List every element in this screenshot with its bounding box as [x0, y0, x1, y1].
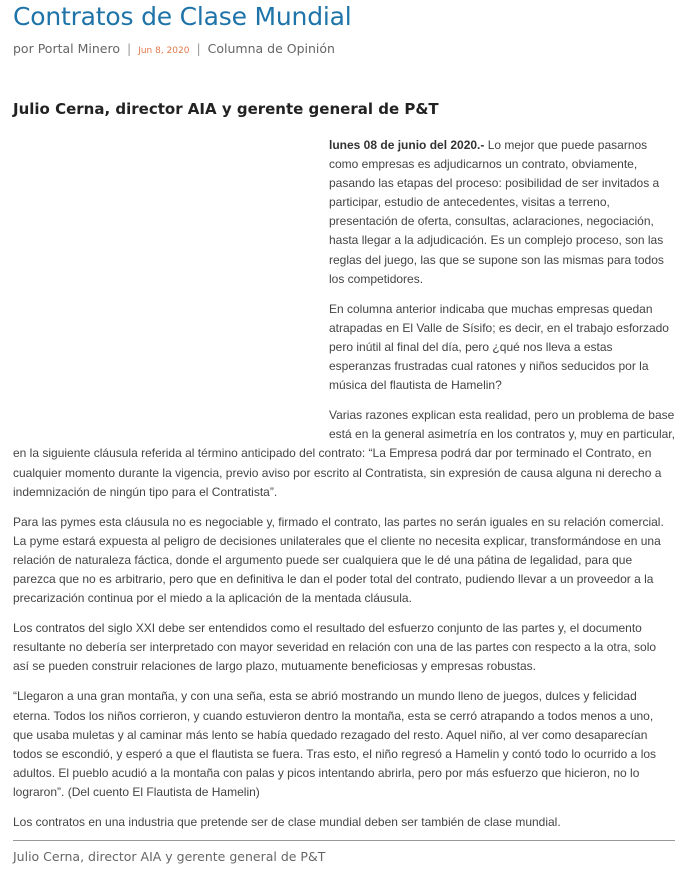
- article-image-placeholder: [13, 136, 319, 426]
- category-link[interactable]: Columna de Opinión: [207, 41, 335, 56]
- author-signature: Julio Cerna, director AIA y gerente general de P&T: [13, 849, 326, 864]
- post-subtitle: Julio Cerna, director AIA y gerente general de P&T: [13, 100, 439, 118]
- article-body: [13, 136, 675, 843]
- article-paragraph: Los contratos en una industria que pretende ser de clase mundial deben ser también de clase mundial.: [13, 815, 561, 829]
- post-meta: [13, 41, 335, 56]
- post-date: Jun 8, 2020: [138, 46, 190, 56]
- article-quote: “Llegaron a una gran montaña, y con una seña, esta se abrió mostrando un mundo lleno de juegos, dulces y felicidad eterna. Todos los niños corrieron, y cuando estuvieron dentro la montaña, esta se cerró atrapando a todos menos a uno, que usaba muletas y al caminar más lento se había quedado rezagado del resto. Aquel niño, al ver como desaparecían todos se escondió, y esperó a que el flautista se fuera. Tras esto, el niño regresó a Hamelin y contó todo lo ocurrido a los adultos. El pueblo acudió a la montaña con palas y picos intentando abrirla, pero por más esfuerzo que hicieron, no lo lograron”. (Del cuento El Flautista de Hamelin): [13, 689, 657, 799]
- meta-prefix: por: [13, 41, 34, 56]
- article-lead-text: Lo mejor que puede pasarnos como empresas es adjudicarnos un contrato, obviamente, pasando las etapas del proceso: posibilidad de ser invitados a participar, estudio de antecedentes, visitas a terreno, presentación de oferta, consultas, aclaraciones, negociación, hasta llegar a la adjudicación. Es un complejo proceso, son las reglas del juego, las que se supone son las mismas para todos los competidores.: [329, 138, 664, 286]
- meta-separator: |: [126, 41, 132, 56]
- divider: [13, 840, 675, 841]
- article-paragraph: Varias razones explican esta realidad, pero un problema de base está en la general asimetría en los contratos y, muy en particular, en la siguiente cláusula referida al término anticipado del contrato: “La Empresa podrá dar por terminado el Contrato, en cualquier momento durante la vigencia, previo aviso por escrito al Contratista, sin expresión de causa alguna ni derecho a indemnización de ningún tipo para el Contratista”.: [13, 408, 675, 499]
- article-paragraph: En columna anterior indicaba que muchas empresas quedan atrapadas en El Valle de Sísifo; es decir, en el trabajo esforzado pero inútil al final del día, pero ¿qué nos lleva a estas esperanzas frustradas cual ratones y niños seducidos por la música del flautista de Hamelin?: [329, 301, 669, 393]
- meta-separator: |: [196, 41, 201, 56]
- author-link[interactable]: Portal Minero: [37, 41, 120, 56]
- post-title: Contratos de Clase Mundial: [13, 2, 352, 31]
- article-paragraph: Para las pymes esta cláusula no es negociable y, firmado el contrato, las partes no serán iguales en su relación comercial. La pyme estará expuesta al peligro de decisiones unilaterales que el cliente no necesita explicar, transformándose en una relación de naturaleza fáctica, donde el argumento puede ser cualquiera que le dé una pátina de legalidad, para que parezca que no es arbitrario, pero que en definitiva le dan el poder total del contrato, pudiendo llevar a un proveedor a la precarización continua por el miedo a la aplicación de la mentada cláusula.: [13, 514, 664, 606]
- article-dateline: lunes 08 de junio del 2020.-: [329, 138, 485, 152]
- article-paragraph: Los contratos del siglo XXI debe ser entendidos como el resultado del esfuerzo conjunto de las partes y, el documento resultante no debería ser interpretado con mayor severidad en relación con una de las partes con respecto a la otra, solo así se pueden construir relaciones de largo plazo, mutuamente beneficiosas y empresas robustas.: [13, 621, 657, 674]
